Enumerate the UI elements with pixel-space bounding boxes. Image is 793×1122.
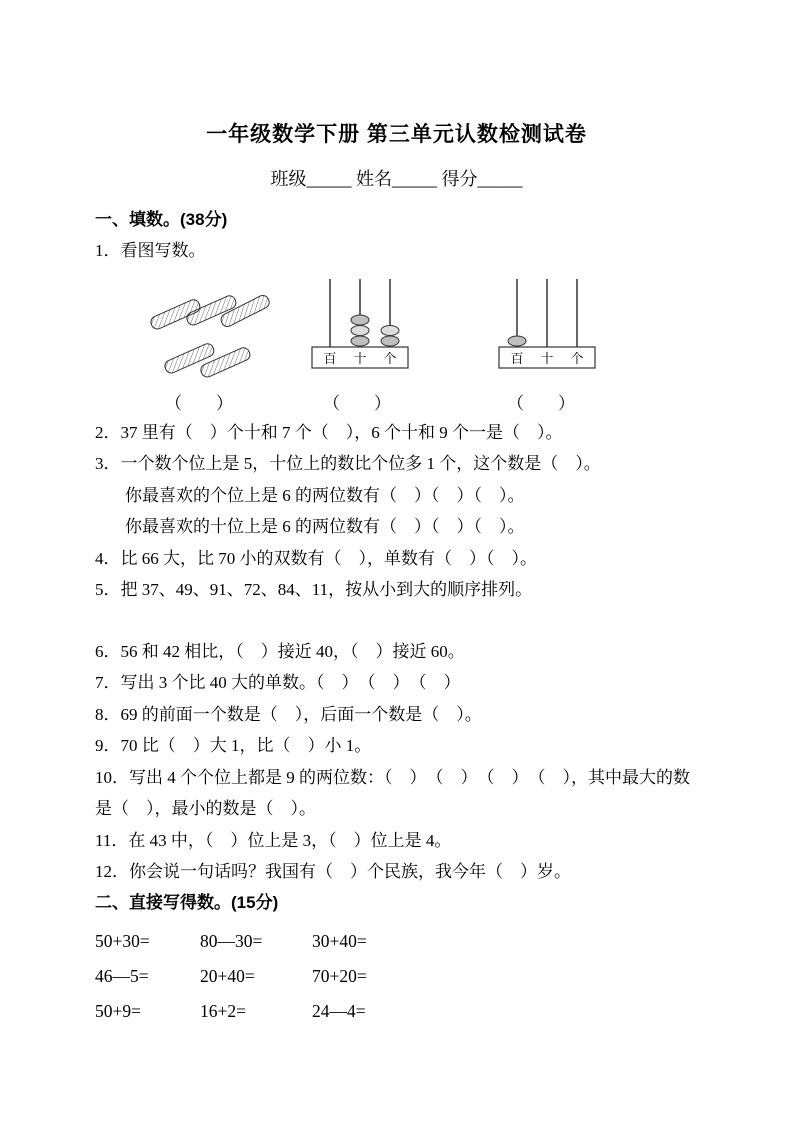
abacus-label-tens: 十: [353, 350, 367, 366]
answer-blank: （ ）: [323, 393, 391, 413]
calc-expression: 50+30=: [95, 930, 150, 951]
question-3-sub-b: 你最喜欢的十位上是 6 的两位数有（ ）（ ）（ ）。: [125, 517, 525, 536]
abacus-label-hundreds: 百: [323, 350, 337, 366]
abacus-label-ones: 个: [383, 350, 397, 366]
abacus-label-hundreds: 百: [510, 350, 524, 366]
section2-heading: 二、直接写得数。(15分): [95, 892, 279, 912]
sticks-bundles-figure: [143, 285, 271, 389]
abacus-figure-2: [497, 277, 597, 371]
question-1: 1．看图写数。: [95, 241, 206, 260]
abacus-label-tens: 十: [540, 350, 554, 366]
answer-blank: （ ）: [165, 393, 233, 413]
question-5: 5．把 37、49、91、72、84、11，按从小到大的顺序排列。: [95, 580, 533, 599]
calc-expression: 30+40=: [312, 930, 367, 951]
abacus-label-ones: 个: [570, 350, 584, 366]
question-7: 7．写出 3 个比 40 大的单数。（ ） （ ） （ ）: [95, 673, 461, 692]
worksheet-body: [95, 205, 753, 1022]
question-8: 8．69 的前面一个数是（ ），后面一个数是（ ）。: [95, 704, 482, 724]
calc-expression: 70+20=: [312, 965, 367, 986]
question-11: 11．在 43 中，（ ）位上是 3，（ ）位上是 4。: [95, 830, 452, 850]
question-3-sub-a: 你最喜欢的个位上是 6 的两位数有（ ）（ ）（ ）。: [125, 485, 525, 505]
abacus-figure-1: [310, 277, 410, 371]
answer-blank: （ ）: [507, 393, 575, 413]
calc-expression: 50+9=: [95, 1000, 141, 1021]
question-12: 12．你会说一句话吗？我国有（ ）个民族，我今年（ ）岁。: [95, 862, 571, 881]
question-6: 6．56 和 42 相比，（ ）接近 40，（ ）接近 60。: [95, 641, 465, 661]
question-3: 3．一个数个位上是 5，十位上的数比个位多 1 个，这个数是（ ）。: [95, 454, 601, 473]
question-4: 4．比 66 大，比 70 小的双数有（ ），单数有（ ）（ ）。: [95, 548, 537, 568]
question-1-figures: [95, 273, 753, 415]
calc-expression: 24—4=: [312, 1000, 366, 1021]
question-10-continued: 是（ ），最小的数是（ ）。: [95, 799, 316, 818]
student-info-line: 班级_____ 姓名_____ 得分_____: [270, 169, 523, 189]
abacus-beads: [508, 336, 526, 346]
page-title: 一年级数学下册 第三单元认数检测试卷: [206, 123, 587, 146]
calc-expression: 16+2=: [200, 1000, 246, 1021]
arithmetic-grid: [95, 930, 442, 1022]
calc-expression: 46—5=: [95, 965, 149, 986]
question-9: 9．70 比（ ）大 1，比（ ）小 1。: [95, 736, 372, 755]
page-header: [0, 0, 793, 191]
section1-heading: 一、填数。(38分): [95, 210, 228, 229]
abacus-beads: [351, 315, 399, 346]
calc-expression: 20+40=: [200, 965, 255, 986]
calc-expression: 80—30=: [200, 930, 263, 951]
question-2: 2．37 里有（ ）个十和 7 个（ ），6 个十和 9 个一是（ ）。: [95, 422, 563, 442]
question-10: 10．写出 4 个个位上都是 9 的两位数：（ ） （ ） （ ） （ ），其中最大的数: [95, 767, 690, 787]
